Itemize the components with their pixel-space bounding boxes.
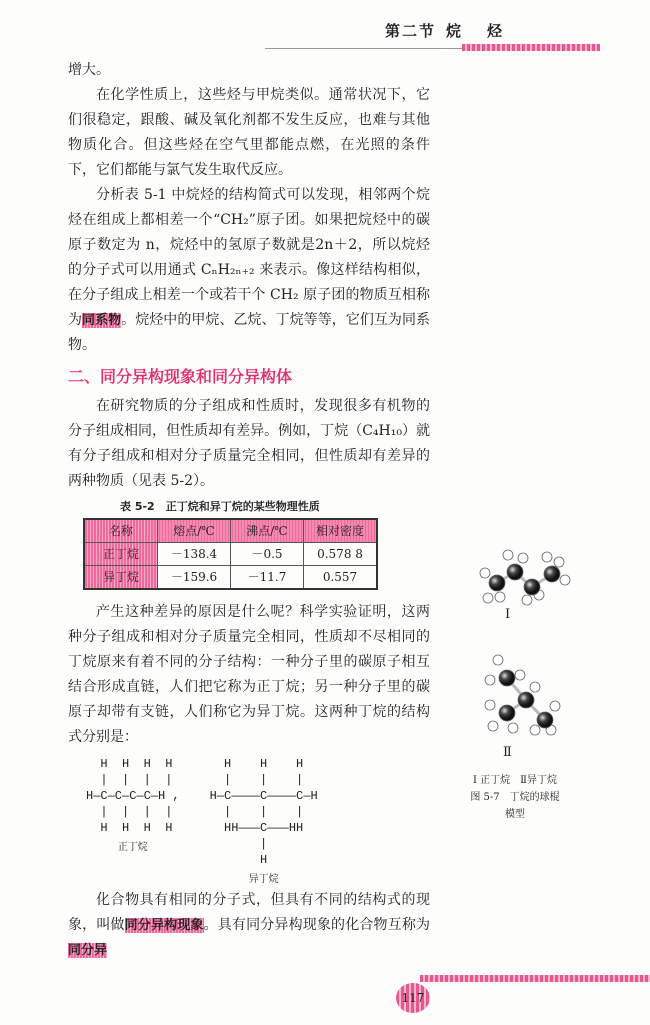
table-row <box>84 543 377 566</box>
table-caption: 表 5-2 正丁烷和异丁烷的某些物理性质 <box>120 500 320 513</box>
paragraph: 在研究物质的分子组成和性质时，发现很多有机物的分子组成相同，但性质却有差异。例如，丁烷（C₄H₁₀）就有分子组成和相对分子质量完全相同，但性质却有差异的两种物质（见表 5-2）。 <box>68 398 430 489</box>
text: 。烷烃中的甲烷、乙烷、丁烷等等，它们互为同系物。 <box>68 312 430 353</box>
n-butane-label: 正丁烷 <box>117 842 148 853</box>
column-header: 熔点/℃ <box>158 519 231 543</box>
cell: 0.557 <box>304 566 378 590</box>
row-header: 正丁烷 <box>84 543 158 566</box>
n-butane-formula: H H H H | | | | H—C—C—C—C—H , | | | | H H H H <box>86 757 180 835</box>
page-footer <box>0 975 650 1025</box>
highlight-term: 同分异 <box>68 943 108 958</box>
isobutane-model-icon <box>485 655 560 735</box>
column-header: 相对密度 <box>304 519 378 543</box>
text: 分析表 5-1 中烷烃的结构简式可以发现，相邻两个烷烃在组成上都相差一个“CH₂”原子团。如果把烷烃中的碳原子数定为 n，烷烃中的氢原子数就是2n＋2，所以烷烃的分子式可以用通式 CₙH₂ₙ₊₂ 来表示。像这样结构相似，在分子组成上相差一个或若干个 CH₂ 原子团的物质互相称为 <box>68 187 430 328</box>
paragraph <box>68 183 430 358</box>
cell: －159.6 <box>158 566 231 590</box>
section-heading: 二、同分异构现象和同分异构体 <box>68 367 293 386</box>
properties-table <box>83 518 378 590</box>
paragraph: 在化学性质上，这些烃与甲烷类似。通常状况下，它们很稳定，跟酸、碱及氧化剂都不发生反应，也难与其他物质化合。但这些烃在空气里都能点燃，在光照的条件下，它们都能与氯气发生取代反应。 <box>68 87 430 178</box>
text: 化合物具有相同的分子式，但具有不同的结构式的现象，叫做 <box>68 892 430 933</box>
figure-title: 模型 <box>505 809 525 820</box>
title-char: 烷 <box>446 22 488 40</box>
model-label-2: Ⅱ <box>503 745 512 760</box>
isobutane-figure <box>210 756 318 888</box>
paragraph <box>68 888 430 963</box>
title-char: 烃 <box>487 22 529 40</box>
highlight-term: 同分异构现象 <box>124 918 204 933</box>
cell: －11.7 <box>231 566 304 590</box>
column-header: 沸点/℃ <box>231 519 304 543</box>
figure-title: 图 5-7 丁烷的球棍 <box>470 792 560 803</box>
row-header: 异丁烷 <box>84 566 158 590</box>
isobutane-formula: H H H | | | H—C————C————C—H | | | HH———C———HH | H <box>209 757 318 867</box>
footer-stripe <box>420 975 650 982</box>
isobutane-label: 异丁烷 <box>248 874 279 885</box>
n-butane-figure <box>86 756 180 888</box>
table-header-row <box>84 519 377 543</box>
column-header: 名称 <box>84 519 158 543</box>
page-number: 117 <box>396 983 430 1013</box>
paragraph: 产生这种差异的原因是什么呢？科学实验证明，这两种分子组成和相对分子质量完全相同，性质却不尽相同的丁烷原来有着不同的分子结构：一种分子里的碳原子相互结合形成直链，人们把它称为正丁烷；另一种分子里的碳原子却带有支链，人们称它为异丁烷。这两种丁烷的结构式分别是： <box>68 604 430 745</box>
section-label: 第二节 <box>385 22 437 40</box>
model-label-1: Ⅰ <box>505 607 511 622</box>
paragraph: 增大。 <box>68 62 110 78</box>
table-row <box>84 566 377 590</box>
figure-legend: Ⅰ 正丁烷 Ⅱ异丁烷 <box>473 775 557 786</box>
highlight-term: 同系物 <box>82 313 122 328</box>
header-stripe <box>462 44 600 51</box>
figure-caption <box>450 772 580 823</box>
main-column <box>68 0 430 963</box>
cell: －138.4 <box>158 543 231 566</box>
n-butane-model-icon <box>480 550 570 605</box>
structural-formulas <box>86 756 430 888</box>
text: 。具有同分异构现象的化合物互称为 <box>203 917 430 933</box>
ball-stick-models <box>455 530 575 740</box>
cell: －0.5 <box>231 543 304 566</box>
cell: 0.578 8 <box>304 543 378 566</box>
